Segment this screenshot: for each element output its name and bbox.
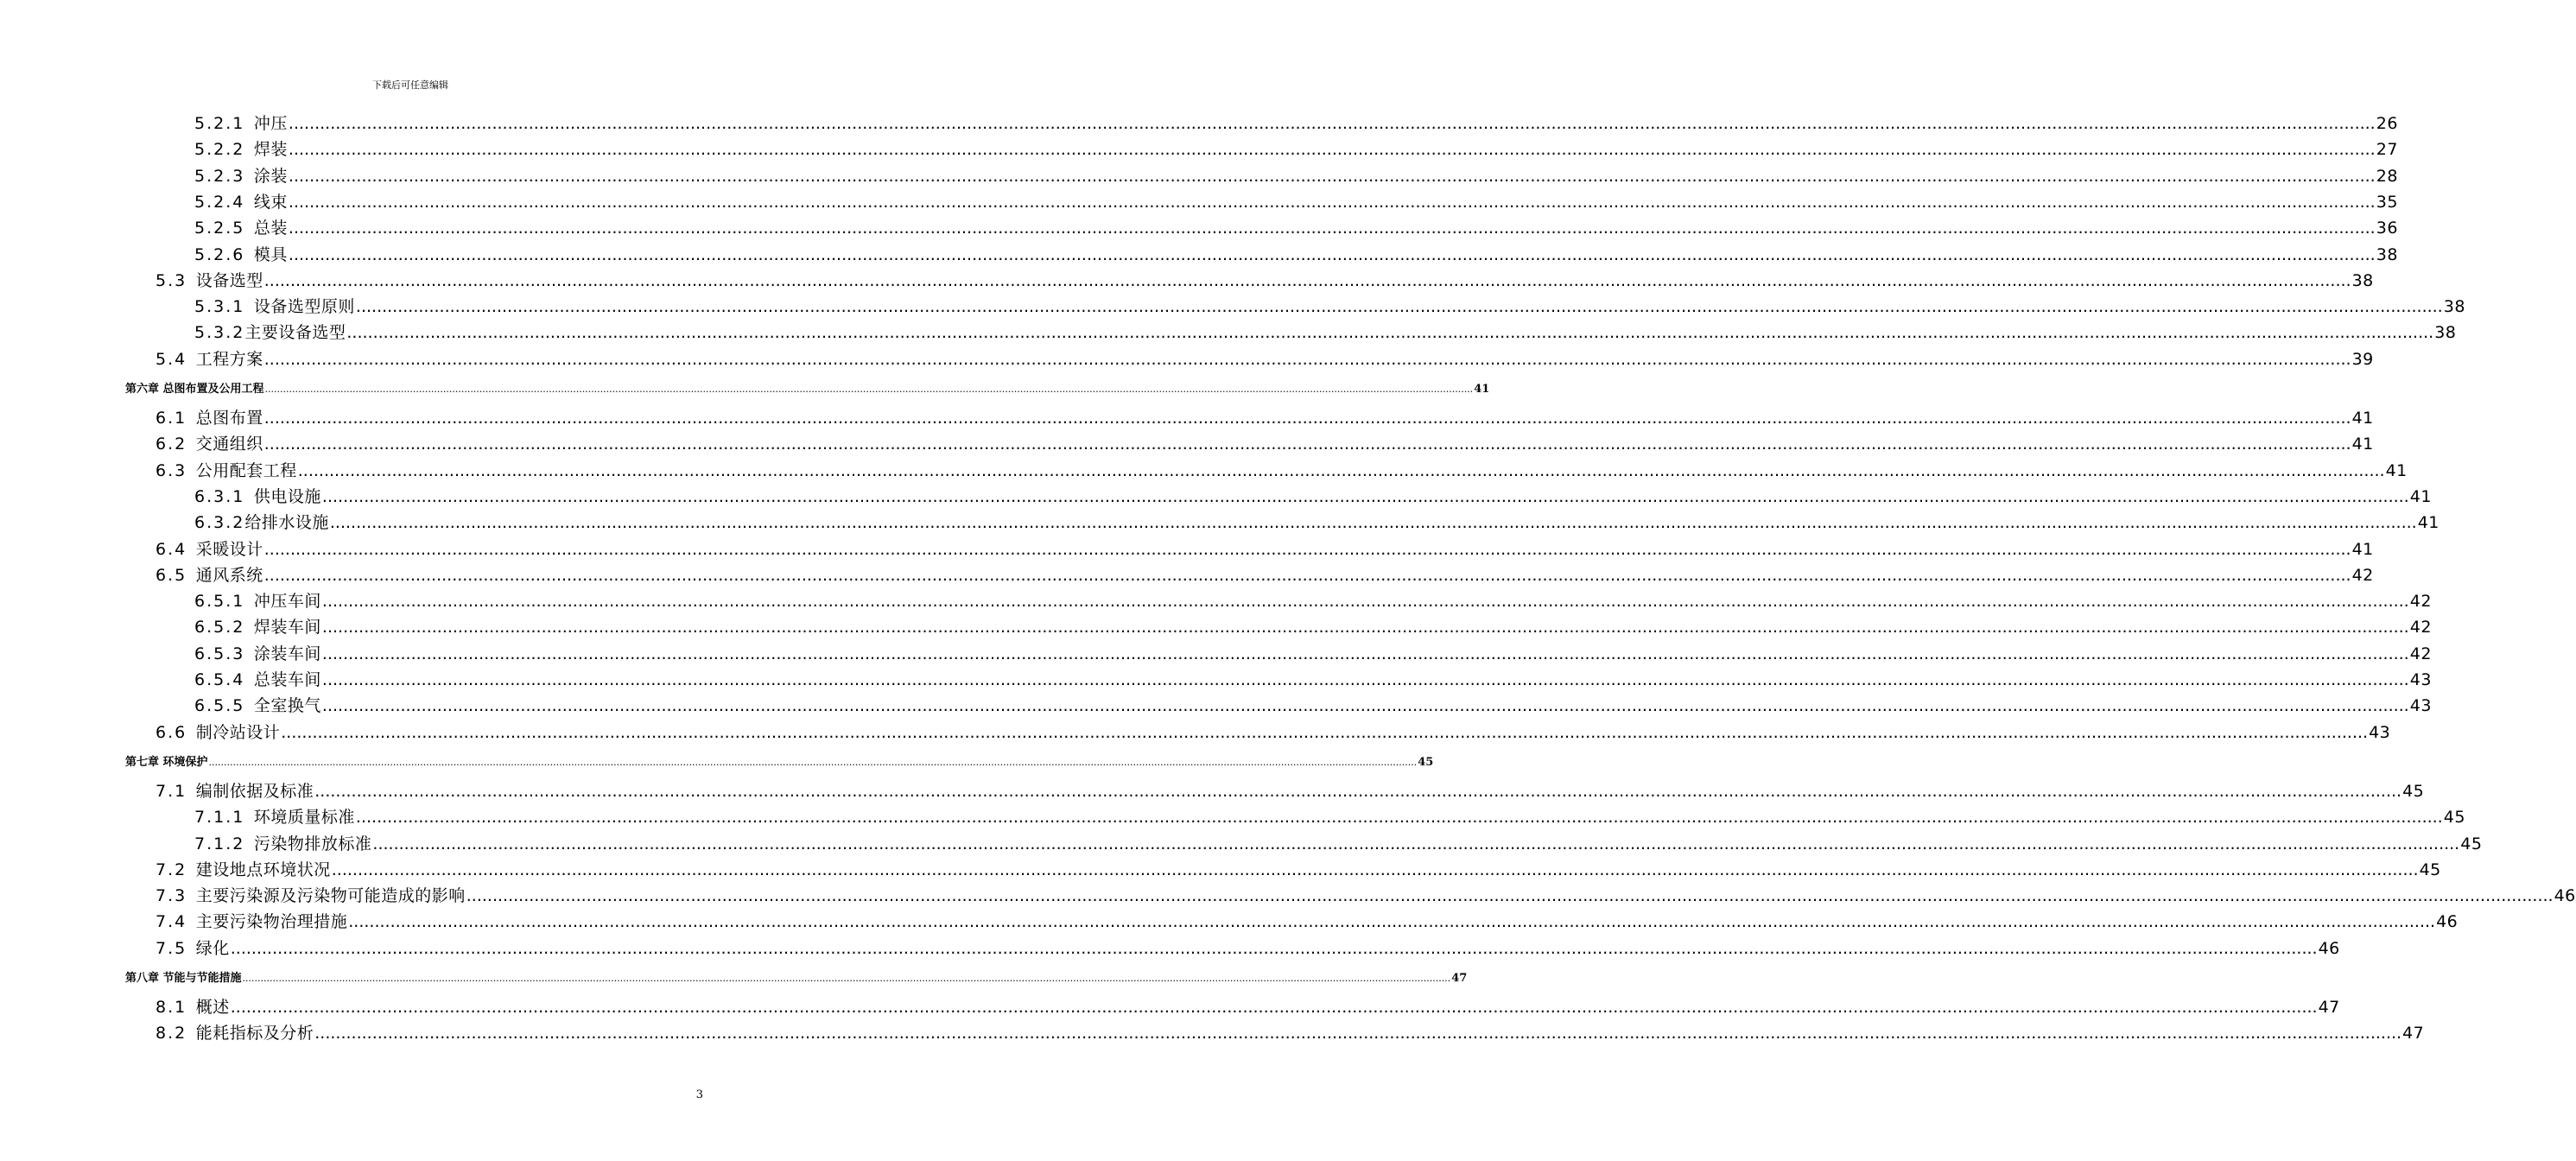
toc-entry-title: 建设地点环境状况 [190,860,331,879]
toc-entry-title: 模具 [248,244,288,264]
toc-entry-number: 7.2 [155,860,187,879]
toc-entry-title: 供电设施 [248,486,321,506]
toc-entry-number: 6.3.2 [194,513,245,533]
toc-entry-number: 6.5.4 [194,670,245,689]
toc-entry-label [155,909,347,932]
toc-entry-title: 环境质量标准 [248,808,355,828]
toc-leader-dots: ................................................................................................................................................................................................................................................................................................................................................................................................................ [263,270,2351,290]
toc-leader-dots: ................................................................................................................................................................................................................................................................................................................................................................................................................ [329,513,2417,533]
toc-entry-page: 42 [2351,565,2374,585]
toc-entry-label [155,431,263,454]
toc-entry-page: 38 [2351,270,2374,290]
toc-entry[interactable] [155,431,2374,454]
toc-entry-number: 6.6 [155,722,187,742]
toc-entry-page: 43 [2409,670,2432,689]
toc-entry-title: 交通组织 [190,435,263,454]
toc-entry[interactable] [194,136,2398,160]
toc-entry[interactable] [194,189,2398,213]
toc-leader-dots: ................................................................................................................................................................................................................................................................................................................................................................................................................ [288,114,2376,133]
toc-entry-page: 47 [2402,1024,2425,1044]
toc-leader-dots: ................................................................................................................................................................................................................................................................................................................................................................................................................ [321,696,2409,716]
toc-entry-title: 采暖设计 [190,539,263,559]
toc-entry-page: 46 [2554,886,2576,906]
toc-entry-page: 45 [2402,781,2425,801]
toc-entry-label [194,242,288,265]
toc-entry-number: 5.2.4 [194,192,245,212]
toc-entry-label [155,720,280,743]
toc-leader-dots: ................................................................................................................................................................................................................................................................................................................................................................................................................ [281,722,2369,742]
toc-entry-page: 45 [2443,808,2465,828]
toc-entry-number: 7.1.1 [194,808,245,828]
toc-entry[interactable] [155,720,2391,743]
toc-entry-number: 7.5 [155,938,187,958]
toc-leader-dots: ................................................................................................................................................................................................................................................................................................................................................................................................................ [314,781,2402,801]
toc-entry-number: 5.2.2 [194,140,245,160]
toc-entry-label [194,614,321,638]
toc-leader-dots: ................................................................................................................................................................................................................................................................................................................................................................................................................ [331,860,2419,879]
toc-entry-page: 27 [2376,140,2398,160]
toc-entry[interactable] [194,242,2398,265]
toc-entry[interactable] [155,405,2374,428]
toc-entry-page: 43 [2409,696,2432,716]
toc-entry[interactable] [155,458,2408,481]
toc-entry-label [194,189,288,213]
toc-entry-page: 42 [2409,592,2432,612]
toc-entry-label [155,536,263,560]
toc-entry-label [155,346,263,370]
toc-entry-label [155,458,297,481]
toc-entry-title: 给排水设施 [244,513,329,533]
toc-entry-page: 41 [2351,539,2374,559]
toc-entry[interactable] [194,588,2432,612]
toc-entry-label [194,163,288,187]
toc-entry-label [194,641,321,664]
toc-entry-title: 环境保护 [159,755,208,769]
toc-leader-dots: ................................................................................................................................................................................................................................................................................................................................................................................................................ [466,886,2554,906]
toc-entry-page: 43 [2369,722,2391,742]
toc-entry-label [194,484,321,507]
toc-entry-label [125,752,208,769]
toc-entry-title: 编制依据及标准 [190,781,314,801]
toc-entry-number: 第六章 [125,383,160,396]
toc-entry-label [194,693,321,716]
toc-entry[interactable] [155,778,2425,802]
toc-entry-page: 41 [1474,383,1490,396]
toc-entry-title: 节能与节能措施 [159,972,242,985]
toc-entry-label [155,562,263,586]
toc-leader-dots: ................................................................................................................................................................................................................................................................................................................................................................................................................ [288,244,2376,264]
toc-entry[interactable] [194,667,2432,690]
toc-entry-title: 总装 [248,219,288,238]
toc-entry[interactable] [155,346,2374,370]
toc-entry-title: 主要设备选型 [244,323,346,343]
toc-entry[interactable] [155,268,2374,291]
toc-entry-title: 全室换气 [248,696,321,716]
toc-entry[interactable] [194,320,2457,343]
toc-entry-label [194,831,371,854]
toc-entry-title: 线束 [248,192,288,212]
toc-entry-number: 6.2 [155,435,187,454]
toc-entry-page: 41 [2351,435,2374,454]
toc-entry-label [155,883,466,906]
toc-entry-title: 通风系统 [190,565,263,585]
toc-leader-dots: ................................................................................................................................................................................................................................................................................................................................................................................................................ [264,384,1474,395]
toc-entry-label [125,968,242,985]
toc-entry-number: 6.3.1 [194,486,245,506]
toc-entry-title: 涂装 [248,166,288,186]
toc-entry-label [194,588,321,612]
toc-leader-dots: ................................................................................................................................................................................................................................................................................................................................................................................................................ [314,1024,2402,1044]
toc-entry-page: 41 [2409,486,2432,506]
toc-entry-label [155,778,314,802]
toc-leader-dots: ................................................................................................................................................................................................................................................................................................................................................................................................................ [297,460,2385,480]
toc-entry[interactable] [194,510,2440,533]
toc-entry[interactable] [194,693,2432,716]
toc-entry-page: 47 [2318,998,2340,1017]
toc-entry-number: 5.2.3 [194,166,245,186]
toc-entry[interactable] [155,883,2576,906]
toc-leader-dots: ................................................................................................................................................................................................................................................................................................................................................................................................................ [230,938,2318,958]
page-number: 3 [695,1088,703,1101]
toc-entry-page: 42 [2409,618,2432,638]
toc-entry-title: 设备选型 [190,270,263,290]
toc-entry-number: 7.1.2 [194,834,245,853]
toc-entry[interactable] [194,484,2432,507]
toc-entry-title: 总图布置 [190,409,263,428]
toc-entry-label [155,994,230,1018]
toc-entry[interactable] [155,857,2441,880]
toc-entry-number: 5.2.5 [194,219,245,238]
toc-entry-page: 41 [2385,460,2408,480]
toc-entry-label [194,510,329,533]
toc-entry[interactable] [155,562,2374,586]
toc-leader-dots: ................................................................................................................................................................................................................................................................................................................................................................................................................ [355,297,2443,317]
toc-entry[interactable] [194,215,2398,238]
toc-leader-dots: ................................................................................................................................................................................................................................................................................................................................................................................................................ [288,192,2376,212]
toc-leader-dots: ................................................................................................................................................................................................................................................................................................................................................................................................................ [288,219,2376,238]
toc-entry-label [194,136,288,160]
toc-entry-number: 6.5.3 [194,644,245,663]
toc-entry-label [194,667,321,690]
toc-entry-label [194,320,346,343]
toc-entry-label [194,804,355,828]
toc-entry-number: 8.1 [155,998,187,1017]
toc-entry-number: 7.1 [155,781,187,801]
toc-entry-page: 45 [1418,755,1434,769]
toc-entry[interactable] [125,968,1468,985]
toc-entry[interactable] [194,614,2432,638]
toc-entry-page: 38 [2443,297,2465,317]
toc-leader-dots: ................................................................................................................................................................................................................................................................................................................................................................................................................ [208,756,1418,768]
toc-entry-label [155,1020,314,1044]
toc-entry-number: 5.2.6 [194,244,245,264]
toc-entry-number: 第七章 [125,755,160,769]
toc-entry-page: 28 [2376,166,2398,186]
toc-entry-title: 公用配套工程 [190,460,297,480]
toc-entry-page: 26 [2376,114,2398,133]
toc-entry[interactable] [155,994,2340,1018]
toc-entry[interactable] [194,163,2398,187]
toc-leader-dots: ................................................................................................................................................................................................................................................................................................................................................................................................................ [372,834,2460,853]
toc-entry[interactable] [155,536,2374,560]
toc-entry[interactable] [155,1020,2425,1044]
toc-entry-page: 38 [2376,244,2398,264]
page-header: 下载后可任意编辑 [372,79,448,91]
toc-entry-label [194,215,288,238]
toc-entry-number: 6.5.1 [194,592,245,612]
toc-leader-dots: ................................................................................................................................................................................................................................................................................................................................................................................................................ [321,618,2409,638]
toc-entry-title: 总装车间 [248,670,321,689]
toc-entry-title: 污染物排放标准 [248,834,372,853]
toc-entry[interactable] [194,294,2465,317]
toc-entry-page: 45 [2419,860,2441,879]
toc-entry[interactable] [194,111,2398,134]
toc-entry-number: 5.3.2 [194,323,245,343]
toc-entry-number: 8.2 [155,1024,187,1044]
toc-entry[interactable] [194,804,2465,828]
toc-leader-dots: ................................................................................................................................................................................................................................................................................................................................................................................................................ [242,973,1451,984]
toc-entry-page: 41 [2351,409,2374,428]
toc-entry-title: 能耗指标及分析 [190,1024,314,1044]
toc-entry-number: 6.5.5 [194,696,245,716]
toc-entry-title: 主要污染源及污染物可能造成的影响 [190,886,466,906]
toc-entry-number: 第八章 [125,972,160,985]
toc-entry-page: 35 [2376,192,2398,212]
toc-entry-number: 5.3.1 [194,297,245,317]
toc-leader-dots: ................................................................................................................................................................................................................................................................................................................................................................................................................ [263,539,2351,559]
toc-leader-dots: ................................................................................................................................................................................................................................................................................................................................................................................................................ [321,486,2409,506]
toc-entry[interactable] [194,641,2432,664]
toc-entry-label [155,268,263,291]
toc-entry-label [194,111,288,134]
toc-leader-dots: ................................................................................................................................................................................................................................................................................................................................................................................................................ [263,565,2351,585]
toc-entry-title: 焊装 [248,140,288,160]
toc-entry-label [155,857,331,880]
toc-entry[interactable] [155,936,2340,959]
toc-entry-label [155,405,263,428]
toc-entry-page: 36 [2376,219,2398,238]
toc-entry-title: 制冷站设计 [190,722,281,742]
toc-entry-page: 47 [1451,972,1468,985]
toc-entry-page: 46 [2436,912,2459,932]
toc-entry-number: 6.5 [155,565,187,585]
toc-leader-dots: ................................................................................................................................................................................................................................................................................................................................................................................................................ [355,808,2443,828]
toc-entry-page: 42 [2409,644,2432,663]
toc-entry-title: 概述 [190,998,230,1017]
toc-entry-title: 涂装车间 [248,644,321,663]
toc-entry-page: 39 [2351,349,2374,369]
toc-entry-number: 6.5.2 [194,618,245,638]
toc-entry-number: 6.1 [155,409,187,428]
toc-entry-title: 设备选型原则 [248,297,355,317]
toc-leader-dots: ................................................................................................................................................................................................................................................................................................................................................................................................................ [288,140,2376,160]
toc-entry-number: 5.4 [155,349,187,369]
toc-entry-number: 6.4 [155,539,187,559]
toc-leader-dots: ................................................................................................................................................................................................................................................................................................................................................................................................................ [321,670,2409,689]
toc-entry-number: 6.3 [155,460,187,480]
toc-leader-dots: ................................................................................................................................................................................................................................................................................................................................................................................................................ [288,166,2376,186]
toc-entry-title: 冲压 [248,114,288,133]
toc-entry-page: 38 [2434,323,2457,343]
toc-entry-label [155,936,230,959]
toc-entry[interactable] [194,831,2483,854]
toc-leader-dots: ................................................................................................................................................................................................................................................................................................................................................................................................................ [348,912,2436,932]
toc-entry[interactable] [125,379,1490,396]
toc-entry-title: 工程方案 [190,349,263,369]
toc-leader-dots: ................................................................................................................................................................................................................................................................................................................................................................................................................ [230,998,2318,1017]
toc-entry[interactable] [125,752,1434,769]
toc-entry-title: 冲压车间 [248,592,321,612]
toc-entry-title: 焊装车间 [248,618,321,638]
toc-entry-number: 5.3 [155,270,187,290]
toc-leader-dots: ................................................................................................................................................................................................................................................................................................................................................................................................................ [263,349,2351,369]
toc-entry-title: 绿化 [190,938,230,958]
toc-leader-dots: ................................................................................................................................................................................................................................................................................................................................................................................................................ [321,644,2409,663]
toc-entry-page: 46 [2318,938,2340,958]
toc-entry-page: 45 [2460,834,2483,853]
toc-leader-dots: ................................................................................................................................................................................................................................................................................................................................................................................................................ [346,323,2434,343]
toc-entry-number: 5.2.1 [194,114,245,133]
toc-entry[interactable] [155,909,2459,932]
toc-entry-label [125,379,264,396]
toc-entry-number: 7.3 [155,886,187,906]
toc-leader-dots: ................................................................................................................................................................................................................................................................................................................................................................................................................ [263,435,2351,454]
toc-leader-dots: ................................................................................................................................................................................................................................................................................................................................................................................................................ [321,592,2409,612]
toc-entry-label [194,294,355,317]
toc-leader-dots: ................................................................................................................................................................................................................................................................................................................................................................................................................ [263,409,2351,428]
toc-entry-title: 主要污染物治理措施 [190,912,348,932]
toc-entry-page: 41 [2417,513,2440,533]
toc-entry-title: 总图布置及公用工程 [159,383,264,396]
toc-entry-number: 7.4 [155,912,187,932]
